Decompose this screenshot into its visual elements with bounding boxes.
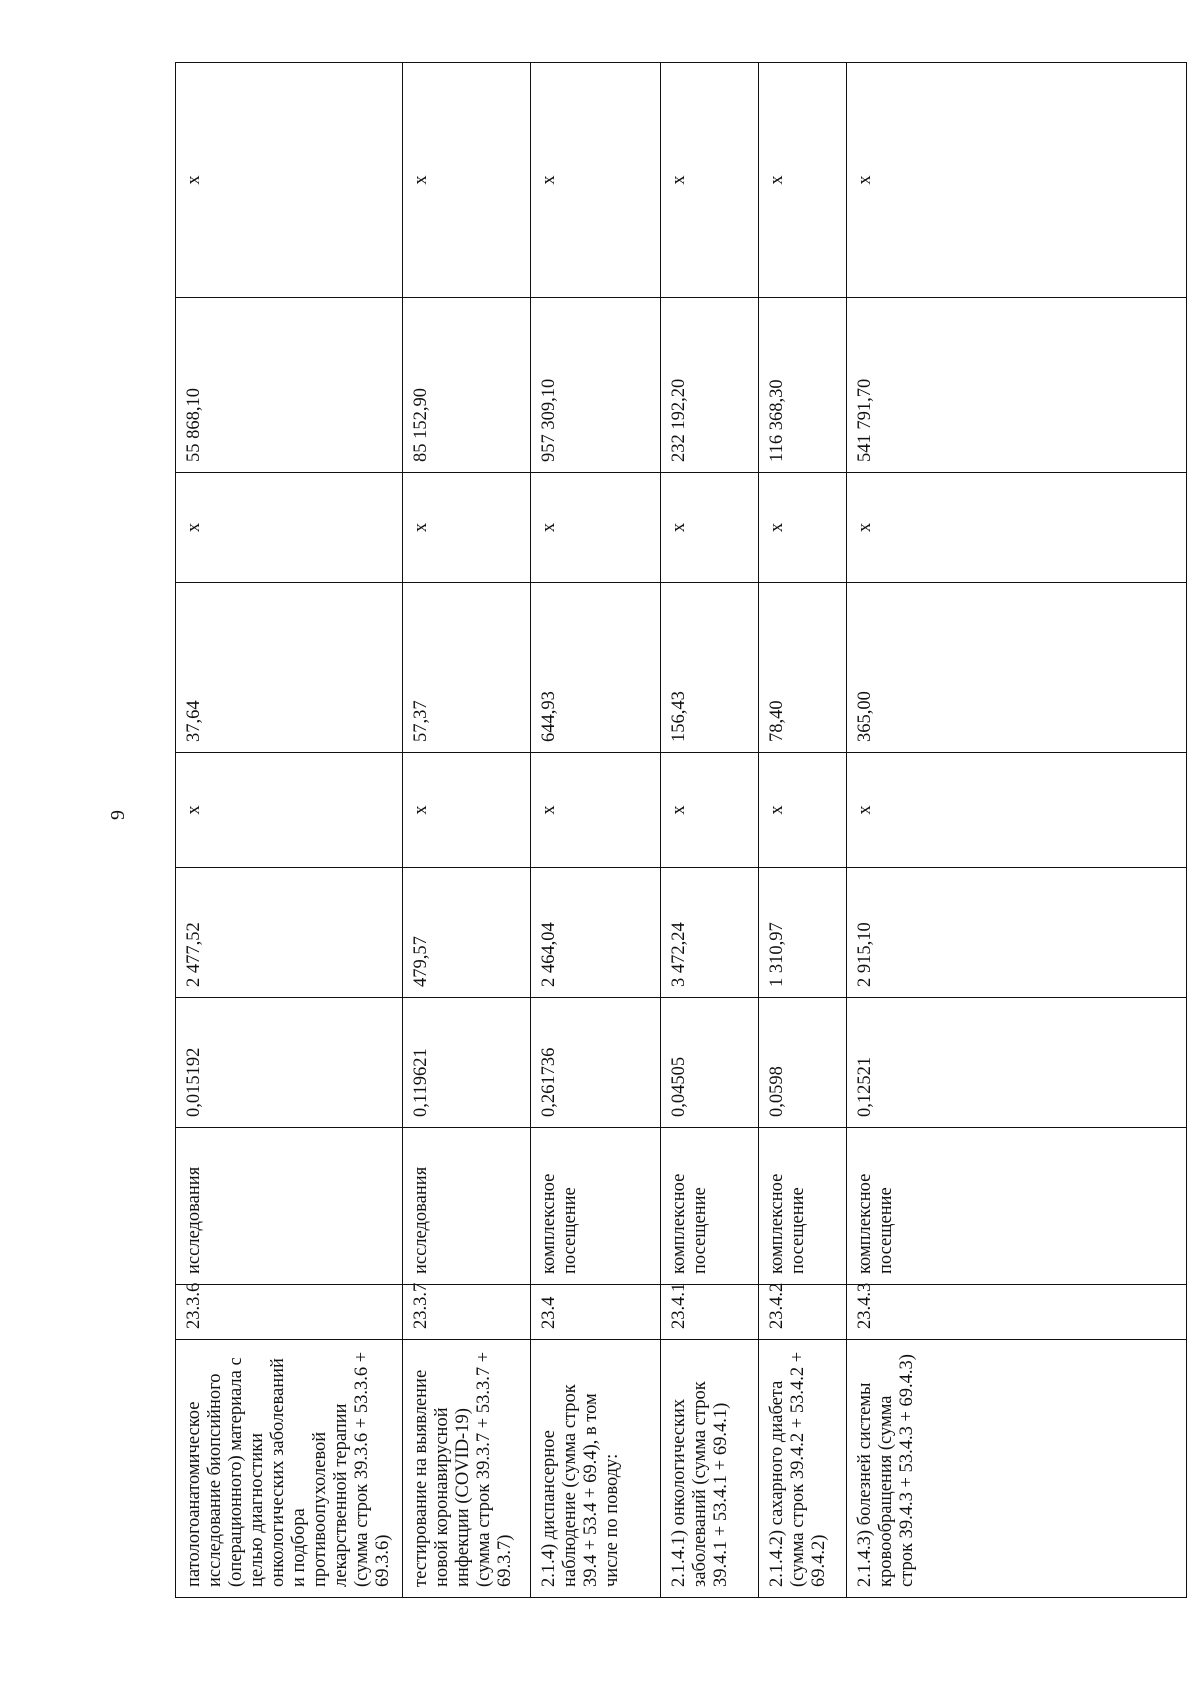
row-name-cell: 2.1.4.1) онкологических заболеваний (сумма строк 39.4.1 + 53.4.1 + 69.4.1) — [661, 1340, 759, 1598]
row-cost-cell: 479,57 — [403, 868, 531, 998]
row-unit-cell: комплексное посещение — [759, 1128, 847, 1285]
row-name-cell: патологоанатомическое исследование биопсийного (операционного) материала с целью диагностики онкологических заболеваний и подбора противоопухолевой лекарственной терапии (сумма строк 39.3.6 + 53.3.6 + 69.3.6) — [176, 1340, 403, 1598]
row-unit-cell: комплексное посещение — [847, 1128, 1187, 1285]
table-row — [531, 63, 661, 1598]
row-norm-cell: 0,0598 — [759, 998, 847, 1128]
row-x1-cell: x — [531, 753, 661, 868]
row-norm-cell: 0,12521 — [847, 998, 1187, 1128]
row-unit-cell: исследования — [176, 1128, 403, 1285]
row-x3-cell: x — [759, 63, 847, 298]
row-name-cell: 2.1.4.3) болезней системы кровообращения (сумма строк 39.4.3 + 53.4.3 + 69.4.3) — [847, 1340, 1187, 1598]
row-cost-cell: 1 310,97 — [759, 868, 847, 998]
row-code-cell: 23.3.7 — [403, 1285, 531, 1340]
row-per-capita-cell: 644,93 — [531, 583, 661, 753]
row-name-cell: 2.1.4.2) сахарного диабета (сумма строк 39.4.2 + 53.4.2 + 69.4.2) — [759, 1340, 847, 1598]
row-cost-cell: 3 472,24 — [661, 868, 759, 998]
page-number: 9 — [107, 810, 129, 820]
row-x2-cell: x — [759, 473, 847, 583]
row-x3-cell: x — [847, 63, 1187, 298]
row-norm-cell: 0,261736 — [531, 998, 661, 1128]
row-total-cell: 116 368,30 — [759, 298, 847, 473]
row-x2-cell: x — [403, 473, 531, 583]
row-unit-cell: исследования — [403, 1128, 531, 1285]
row-x1-cell: x — [847, 753, 1187, 868]
rotated-table-container — [175, 63, 1051, 1598]
row-cost-cell: 2 915,10 — [847, 868, 1187, 998]
row-code-cell: 23.3.6 — [176, 1285, 403, 1340]
row-total-cell: 957 309,10 — [531, 298, 661, 473]
row-code-cell: 23.4.1 — [661, 1285, 759, 1340]
row-x2-cell: x — [661, 473, 759, 583]
table-row — [176, 63, 403, 1598]
row-x3-cell: x — [531, 63, 661, 298]
row-x2-cell: x — [176, 473, 403, 583]
row-total-cell: 541 791,70 — [847, 298, 1187, 473]
expenditure-table — [175, 62, 1187, 1598]
row-code-cell: 23.4 — [531, 1285, 661, 1340]
row-code-cell: 23.4.3 — [847, 1285, 1187, 1340]
row-cost-cell: 2 464,04 — [531, 868, 661, 998]
row-per-capita-cell: 365,00 — [847, 583, 1187, 753]
row-total-cell: 85 152,90 — [403, 298, 531, 473]
row-code-cell: 23.4.2 — [759, 1285, 847, 1340]
row-unit-cell: комплексное посещение — [661, 1128, 759, 1285]
row-name-cell: 2.1.4) диспансерное наблюдение (сумма строк 39.4 + 53.4 + 69.4), в том числе по поводу: — [531, 1340, 661, 1598]
row-per-capita-cell: 37,64 — [176, 583, 403, 753]
table-row — [403, 63, 531, 1598]
row-x3-cell: x — [403, 63, 531, 298]
row-x2-cell: x — [847, 473, 1187, 583]
row-norm-cell: 0,04505 — [661, 998, 759, 1128]
row-norm-cell: 0,119621 — [403, 998, 531, 1128]
row-x3-cell: x — [176, 63, 403, 298]
table-row — [661, 63, 759, 1598]
row-total-cell: 232 192,20 — [661, 298, 759, 473]
row-total-cell: 55 868,10 — [176, 298, 403, 473]
row-x3-cell: x — [661, 63, 759, 298]
row-norm-cell: 0,015192 — [176, 998, 403, 1128]
row-per-capita-cell: 156,43 — [661, 583, 759, 753]
row-x2-cell: x — [531, 473, 661, 583]
row-name-cell: тестирование на выявление новой коронавирусной инфекции (COVID-19) (сумма строк 39.3.7 + 53.3.7 + 69.3.7) — [403, 1340, 531, 1598]
row-x1-cell: x — [176, 753, 403, 868]
row-cost-cell: 2 477,52 — [176, 868, 403, 998]
row-x1-cell: x — [403, 753, 531, 868]
row-x1-cell: x — [661, 753, 759, 868]
row-per-capita-cell: 78,40 — [759, 583, 847, 753]
row-per-capita-cell: 57,37 — [403, 583, 531, 753]
row-x1-cell: x — [759, 753, 847, 868]
row-unit-cell: комплексное посещение — [531, 1128, 661, 1285]
table-row — [847, 63, 1187, 1598]
table-row — [759, 63, 847, 1598]
